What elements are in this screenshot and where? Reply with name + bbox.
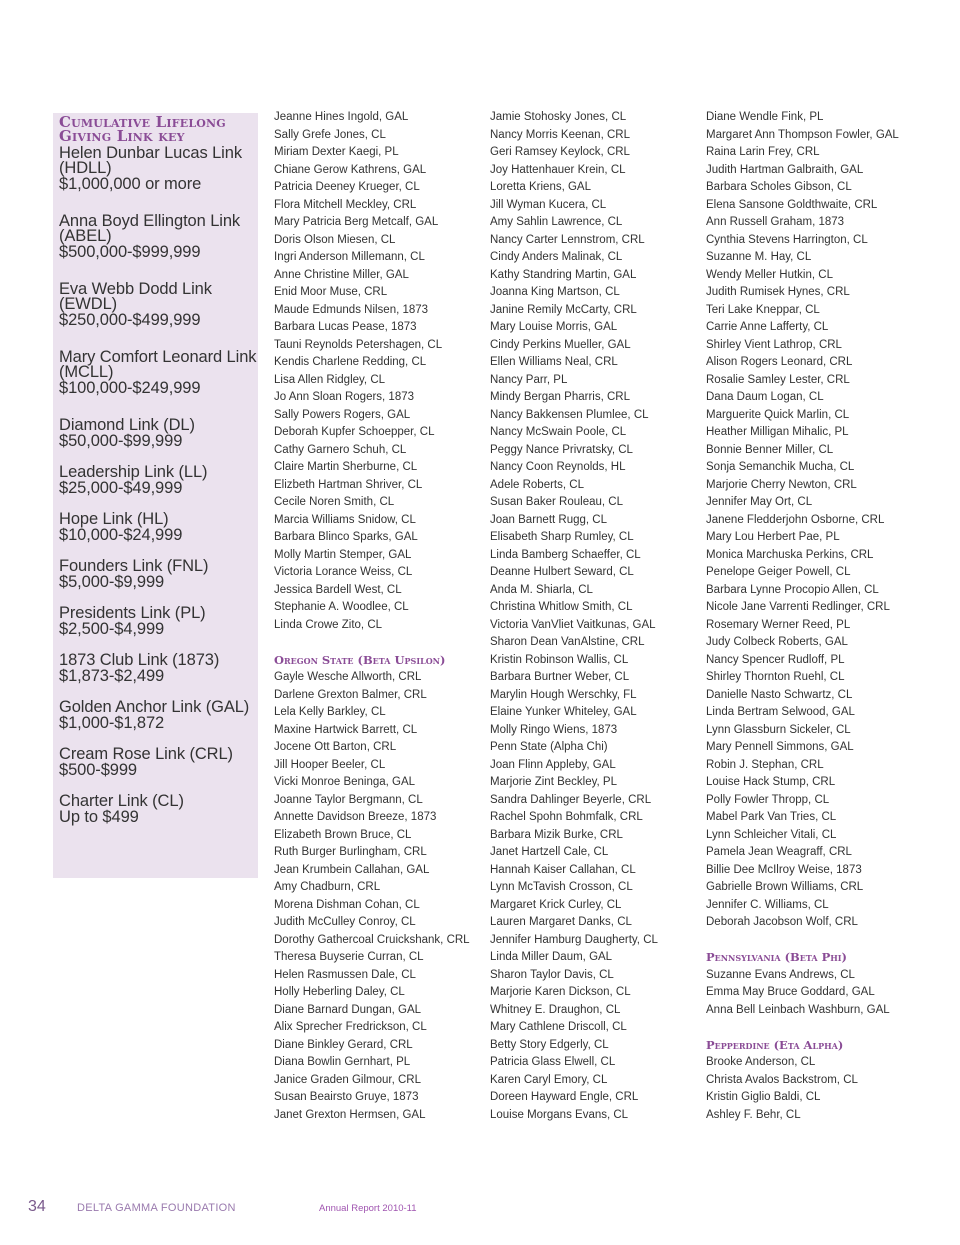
- giving-link-key-box: [53, 113, 258, 878]
- donor-name: Karen Caryl Emory, CL: [490, 1073, 608, 1086]
- key-entry: [59, 606, 258, 638]
- key-entry-range: $10,000-$24,999: [59, 526, 183, 544]
- donor-name: Heather Milligan Mihalic, PL: [706, 426, 849, 438]
- key-entry-name: Founders Link (FNL): [59, 557, 209, 575]
- donor-name: Sonja Semanchik Mucha, CL: [706, 461, 855, 473]
- donor-name: Theresa Buyserie Curran, CL: [274, 951, 424, 963]
- key-box-title-line-1: Cumulative Lifelong: [59, 113, 226, 131]
- donor-name: Linda Crowe Zito, CL: [274, 618, 383, 631]
- key-entry-name: Leadership Link (LL): [59, 463, 208, 481]
- key-entry-name: Hope Link (HL): [59, 510, 169, 528]
- donor-name: Peggy Nance Privratsky, CL: [490, 443, 633, 456]
- donor-name: Cecile Noren Smith, CL: [274, 496, 395, 508]
- donor-name: Dana Daum Logan, CL: [706, 391, 824, 403]
- key-entry-range: $1,000-$1,872: [59, 714, 165, 732]
- key-entry-name: Anna Boyd Ellington Link (ABEL): [59, 212, 241, 245]
- donor-name: Pamela Jean Weagraff, CRL: [706, 846, 852, 858]
- key-entry: [59, 512, 258, 544]
- donor-name: Teri Lake Kneppar, CL: [706, 303, 820, 316]
- donor-name: Janet Hartzell Cale, CL: [490, 846, 609, 858]
- donor-name: Shirley Thornton Ruehl, CL: [706, 671, 845, 683]
- donor-name: Nancy Morris Keenan, CRL: [490, 128, 630, 141]
- donor-name: Alison Rogers Leonard, CRL: [706, 356, 853, 368]
- donor-name: Margaret Krick Curley, CL: [490, 898, 622, 911]
- donor-name: Shirley Vient Lathrop, CRL: [706, 338, 842, 351]
- donor-name: Betty Story Edgerly, CL: [490, 1038, 609, 1051]
- donor-name: Nancy Parr, PL: [490, 373, 568, 386]
- donor-name: Susan Baker Rouleau, CL: [490, 496, 623, 508]
- foundation-name: DELTA GAMMA FOUNDATION: [77, 1202, 236, 1214]
- donor-name: Stephanie A. Woodlee, CL: [274, 601, 409, 613]
- donor-name: Cindy Anders Malinak, CL: [490, 251, 623, 263]
- donor-name: Linda Miller Daum, GAL: [490, 951, 613, 963]
- donor-name: Deanne Hulbert Seward, CL: [490, 566, 634, 578]
- donor-name: Holly Heberling Daley, CL: [274, 986, 405, 998]
- donor-name: Elisabeth Sharp Rumley, CL: [490, 531, 634, 543]
- donor-name: Joan Flinn Appleby, GAL: [490, 758, 616, 771]
- donor-name: Marjorie Karen Dickson, CL: [490, 986, 631, 998]
- key-entry: [59, 653, 258, 685]
- donor-name: Susan Beairsto Gruye, 1873: [274, 1091, 419, 1103]
- donor-column-2: [490, 109, 700, 1124]
- donor-name: Diana Bowlin Gernhart, PL: [274, 1056, 411, 1068]
- donor-name: Deborah Jacobson Wolf, CRL: [706, 916, 858, 928]
- donor-name: Monica Marchuska Perkins, CRL: [706, 548, 874, 561]
- key-box-title-line-2: Giving Link key: [59, 127, 185, 145]
- donor-name: Christa Avalos Backstrom, CL: [706, 1073, 858, 1086]
- key-entry-name: Helen Dunbar Lucas Link (HDLL): [59, 144, 242, 177]
- donor-name: Mindy Bergan Pharris, CRL: [490, 391, 630, 403]
- donor-name: Janice Graden Gilmour, CRL: [274, 1073, 422, 1086]
- donor-name: Lela Kelly Barkley, CL: [274, 706, 386, 718]
- donor-name: Janene Fledderjohn Osborne, CRL: [706, 513, 885, 526]
- key-entries: [59, 146, 258, 826]
- donor-name: Louise Morgans Evans, CL: [490, 1108, 629, 1121]
- key-entry-range: $1,873-$2,499: [59, 667, 165, 685]
- donor-name: Nancy Carter Lennstrom, CRL: [490, 233, 645, 246]
- donor-name: Ashley F. Behr, CL: [706, 1108, 801, 1121]
- donor-name: Jean Krumbein Callahan, GAL: [274, 863, 430, 876]
- donor-name: Rachel Spohn Bohmfalk, CRL: [490, 811, 643, 823]
- donor-name: Darlene Grexton Balmer, CRL: [274, 688, 427, 701]
- key-entry-name: Diamond Link (DL): [59, 416, 195, 434]
- donor-name: Nicole Jane Varrenti Redlinger, CRL: [706, 601, 890, 613]
- donor-name: Mary Louise Morris, GAL: [490, 321, 618, 333]
- donor-name: Linda Bertram Selwood, GAL: [706, 706, 855, 718]
- donor-name: Nancy Bakkensen Plumlee, CL: [490, 408, 649, 421]
- key-entry-name: Mary Comfort Leonard Link (MCLL): [59, 348, 257, 381]
- donor-name: Barbara Mizik Burke, CRL: [490, 828, 623, 841]
- donor-name: Suzanne Evans Andrews, CL: [706, 968, 855, 981]
- donor-name: Jocene Ott Barton, CRL: [274, 741, 397, 753]
- donor-name: Sally Grefe Jones, CL: [274, 128, 386, 141]
- key-entry-range: $100,000-$249,999: [59, 379, 201, 397]
- donor-name: Joanne Taylor Bergmann, CL: [274, 793, 423, 806]
- donor-name: Barbara Burtner Weber, CL: [490, 671, 630, 683]
- key-entry-name: 1873 Club Link (1873): [59, 651, 220, 669]
- donor-name: Jill Hooper Beeler, CL: [274, 758, 386, 771]
- donor-name: Jessica Bardell West, CL: [274, 583, 402, 596]
- donor-name: Victoria VanVliet Vaitkunas, GAL: [490, 618, 656, 631]
- donor-name: Dorothy Gathercoal Cruickshank, CRL: [274, 933, 470, 946]
- donor-name: Joy Hattenhauer Krein, CL: [490, 163, 626, 176]
- donor-column-1: [274, 109, 484, 1124]
- key-entry: [59, 747, 258, 779]
- donor-name: Judith Hartman Galbraith, GAL: [706, 163, 864, 176]
- donor-name: Loretta Kriens, GAL: [490, 181, 591, 193]
- donor-name: Penelope Geiger Powell, CL: [706, 566, 851, 578]
- key-entry-name: Charter Link (CL): [59, 792, 184, 810]
- donor-name: Sandra Dahlinger Beyerle, CRL: [490, 793, 652, 806]
- donor-name: Joanna King Martson, CL: [490, 286, 620, 298]
- donor-name: Maude Edmunds Nilsen, 1873: [274, 303, 429, 316]
- key-entry: [59, 214, 258, 261]
- donor-name: Janine Remily McCarty, CRL: [490, 303, 637, 316]
- donor-name: Kristin Robinson Wallis, CL: [490, 653, 629, 666]
- donor-name: Helen Rasmussen Dale, CL: [274, 968, 416, 981]
- donor-name: Gayle Wesche Allworth, CRL: [274, 671, 422, 683]
- donor-name: Linda Bamberg Schaeffer, CL: [490, 548, 641, 561]
- donor-name: Sally Powers Rogers, GAL: [274, 408, 411, 421]
- donor-name: Ellen Williams Neal, CRL: [490, 356, 618, 368]
- donor-name: Diane Wendle Fink, PL: [706, 111, 824, 123]
- donor-name: Barbara Blinco Sparks, GAL: [274, 531, 418, 543]
- donor-name: Janet Grexton Hermsen, GAL: [274, 1108, 426, 1121]
- donor-name: Judith Rumisek Hynes, CRL: [706, 286, 850, 298]
- donor-name: Mabel Park Van Tries, CL: [706, 811, 837, 823]
- key-entry-name: Cream Rose Link (CRL): [59, 745, 233, 763]
- donor-name: Barbara Lynne Procopio Allen, CL: [706, 583, 879, 596]
- donor-name: Whitney E. Draughon, CL: [490, 1003, 621, 1016]
- chapter-heading: Pepperdine (Eta Alpha): [706, 1037, 844, 1052]
- donor-name: Anna Bell Leinbach Washburn, GAL: [706, 1003, 890, 1016]
- donor-name: Marjorie Zint Beckley, PL: [490, 776, 617, 788]
- donor-name: Barbara Scholes Gibson, CL: [706, 181, 852, 193]
- donor-name: Molly Ringo Wiens, 1873: [490, 723, 618, 736]
- report-title: Annual Report 2010-11: [319, 1203, 417, 1214]
- key-entry-range: Up to $499: [59, 808, 139, 826]
- donor-name: Elaine Yunker Whiteley, GAL: [490, 706, 637, 718]
- donor-name: Sharon Taylor Davis, CL: [490, 968, 614, 981]
- key-entry: [59, 418, 258, 450]
- donor-name: Lisa Allen Ridgley, CL: [274, 373, 386, 386]
- donor-name: Vicki Monroe Beninga, GAL: [274, 776, 416, 788]
- donor-name: Ingri Anderson Millemann, CL: [274, 251, 425, 263]
- donor-name: Lynn McTavish Crosson, CL: [490, 881, 633, 893]
- key-entry-range: $5,000-$9,999: [59, 573, 165, 591]
- donor-name: Christina Whitlow Smith, CL: [490, 601, 633, 613]
- donor-name: Anne Christine Miller, GAL: [274, 268, 409, 281]
- donor-name: Lynn Schleicher Vitali, CL: [706, 828, 837, 841]
- donor-name: Jill Wyman Kucera, CL: [490, 198, 607, 211]
- donor-name: Polly Fowler Thropp, CL: [706, 793, 830, 806]
- donor-name: Adele Roberts, CL: [490, 478, 584, 491]
- key-entry: [59, 794, 258, 826]
- donor-name: Barbara Lucas Pease, 1873: [274, 321, 417, 333]
- donor-name: Rosalie Samley Lester, CRL: [706, 373, 850, 386]
- donor-name: Cathy Garnero Schuh, CL: [274, 443, 407, 456]
- donor-name: Maxine Hartwick Barrett, CL: [274, 723, 418, 736]
- donor-name: Anda M. Shiarla, CL: [490, 583, 593, 596]
- donor-name: Marjorie Cherry Newton, CRL: [706, 478, 857, 491]
- donor-name: Marylin Hough Werschky, FL: [490, 688, 637, 701]
- donor-name: Cynthia Stevens Harrington, CL: [706, 233, 868, 246]
- donor-name: Emma May Bruce Goddard, GAL: [706, 986, 875, 998]
- donor-column-3: [706, 109, 916, 1124]
- donor-name: Doreen Hayward Engle, CRL: [490, 1091, 639, 1103]
- donor-name: Molly Martin Stemper, GAL: [274, 548, 412, 561]
- key-entry-range: $50,000-$99,999: [59, 432, 183, 450]
- donor-name: Mary Pennell Simmons, GAL: [706, 741, 854, 753]
- donor-name: Diane Binkley Gerard, CRL: [274, 1038, 413, 1051]
- key-entry: [59, 559, 258, 591]
- donor-name: Marcia Williams Snidow, CL: [274, 513, 416, 526]
- donor-name: Elena Sansone Goldthwaite, CRL: [706, 198, 878, 211]
- donor-name: Enid Moor Muse, CRL: [274, 286, 388, 298]
- key-entry-range: $500-$999: [59, 761, 138, 779]
- donor-name: Jennifer Hamburg Daugherty, CL: [490, 933, 658, 946]
- donor-name: Jennifer C. Williams, CL: [706, 898, 829, 911]
- donor-name: Elizbeth Hartman Shriver, CL: [274, 478, 423, 491]
- donor-name: Kristin Giglio Baldi, CL: [706, 1091, 821, 1103]
- donor-name: Rosemary Werner Reed, PL: [706, 618, 851, 631]
- donor-name: Tauni Reynolds Petershagen, CL: [274, 338, 443, 351]
- donor-name: Doris Olson Miesen, CL: [274, 233, 396, 246]
- donor-name: Joan Barnett Rugg, CL: [490, 513, 607, 526]
- donor-name: Lynn Glassburn Sickeler, CL: [706, 723, 851, 736]
- key-entry: [59, 146, 258, 193]
- key-entry-range: $1,000,000 or more: [59, 175, 202, 193]
- donor-name: Billie Dee McIlroy Weise, 1873: [706, 863, 862, 876]
- donor-name: Miriam Dexter Kaegi, PL: [274, 146, 399, 158]
- donor-name: Ruth Burger Burlingham, CRL: [274, 846, 427, 858]
- key-entry: [59, 465, 258, 497]
- donor-name: Diane Barnard Dungan, GAL: [274, 1003, 422, 1016]
- donor-name: Lauren Margaret Danks, CL: [490, 916, 632, 928]
- donor-name: Jo Ann Sloan Rogers, 1873: [274, 391, 415, 403]
- donor-name: Suzanne M. Hay, CL: [706, 251, 812, 263]
- donor-name: Patricia Deeney Krueger, CL: [274, 181, 420, 193]
- key-entry: [59, 350, 258, 397]
- key-entry-range: $250,000-$499,999: [59, 311, 201, 329]
- donor-name: Gabrielle Brown Williams, CRL: [706, 881, 864, 893]
- donor-name: Bonnie Benner Miller, CL: [706, 443, 834, 456]
- key-box-title: [59, 115, 258, 143]
- donor-name: Mary Patricia Berg Metcalf, GAL: [274, 216, 439, 228]
- donor-name: Penn State (Alpha Chi): [490, 741, 608, 753]
- chapter-heading: Oregon State (Beta Upsilon): [274, 652, 446, 667]
- donor-name: Ann Russell Graham, 1873: [706, 216, 845, 228]
- donor-name: Hannah Kaiser Callahan, CL: [490, 863, 636, 876]
- donor-name: Danielle Nasto Schwartz, CL: [706, 688, 853, 701]
- key-entry: [59, 700, 258, 732]
- donor-name: Kathy Standring Martin, GAL: [490, 268, 637, 281]
- donor-name: Marguerite Quick Marlin, CL: [706, 408, 850, 421]
- donor-name: Cindy Perkins Mueller, GAL: [490, 338, 631, 351]
- donor-name: Geri Ramsey Keylock, CRL: [490, 146, 630, 158]
- key-entry-name: Presidents Link (PL): [59, 604, 206, 622]
- donor-name: Chiane Gerow Kathrens, GAL: [274, 163, 427, 176]
- key-entry: [59, 282, 258, 329]
- donor-name: Kendis Charlene Redding, CL: [274, 356, 427, 368]
- donor-name: Morena Dishman Cohan, CL: [274, 898, 420, 911]
- page-number: 34: [28, 1198, 46, 1215]
- key-entry-range: $2,500-$4,999: [59, 620, 165, 638]
- donor-name: Wendy Meller Hutkin, CL: [706, 268, 833, 281]
- donor-name: Amy Chadburn, CRL: [274, 881, 381, 893]
- donor-name: Amy Sahlin Lawrence, CL: [490, 216, 623, 228]
- key-entry-name: Golden Anchor Link (GAL): [59, 698, 250, 716]
- donor-name: Claire Martin Sherburne, CL: [274, 461, 418, 473]
- donor-name: Raina Larin Frey, CRL: [706, 146, 820, 158]
- key-entry-range: $500,000-$999,999: [59, 243, 201, 261]
- donor-name: Brooke Anderson, CL: [706, 1056, 816, 1068]
- donor-name: Sharon Dean VanAlstine, CRL: [490, 636, 645, 648]
- donor-name: Victoria Lorance Weiss, CL: [274, 566, 413, 578]
- donor-name: Mary Lou Herbert Pae, PL: [706, 531, 840, 543]
- donor-name: Annette Davidson Breeze, 1873: [274, 811, 437, 823]
- donor-name: Judith McCulley Conroy, CL: [274, 916, 416, 928]
- donor-name: Mary Cathlene Driscoll, CL: [490, 1021, 627, 1033]
- donor-name: Louise Hack Stump, CRL: [706, 776, 836, 788]
- donor-name: Margaret Ann Thompson Fowler, GAL: [706, 128, 899, 141]
- page-footer: [0, 1198, 960, 1218]
- key-entry-name: Eva Webb Dodd Link (EWDL): [59, 280, 212, 313]
- donor-name: Nancy McSwain Poole, CL: [490, 426, 627, 438]
- donor-name: Jennifer May Ort, CL: [706, 496, 813, 508]
- chapter-heading: Pennsylvania (Beta Phi): [706, 950, 847, 964]
- donor-name: Nancy Spencer Rudloff, PL: [706, 653, 845, 666]
- donor-name: Judy Colbeck Roberts, GAL: [706, 636, 848, 648]
- donor-name: Jeanne Hines Ingold, GAL: [274, 111, 409, 123]
- donor-name: Jamie Stohosky Jones, CL: [490, 111, 627, 123]
- donor-name: Elizabeth Brown Bruce, CL: [274, 828, 412, 841]
- donor-name: Deborah Kupfer Schoepper, CL: [274, 426, 435, 438]
- donor-name: Patricia Glass Elwell, CL: [490, 1056, 616, 1068]
- donor-name: Carrie Anne Lafferty, CL: [706, 321, 829, 333]
- key-entry-range: $25,000-$49,999: [59, 479, 183, 497]
- donor-name: Flora Mitchell Meckley, CRL: [274, 198, 417, 211]
- donor-name: Alix Sprecher Fredrickson, CL: [274, 1021, 427, 1033]
- donor-name: Robin J. Stephan, CRL: [706, 758, 824, 771]
- donor-name: Nancy Coon Reynolds, HL: [490, 461, 626, 473]
